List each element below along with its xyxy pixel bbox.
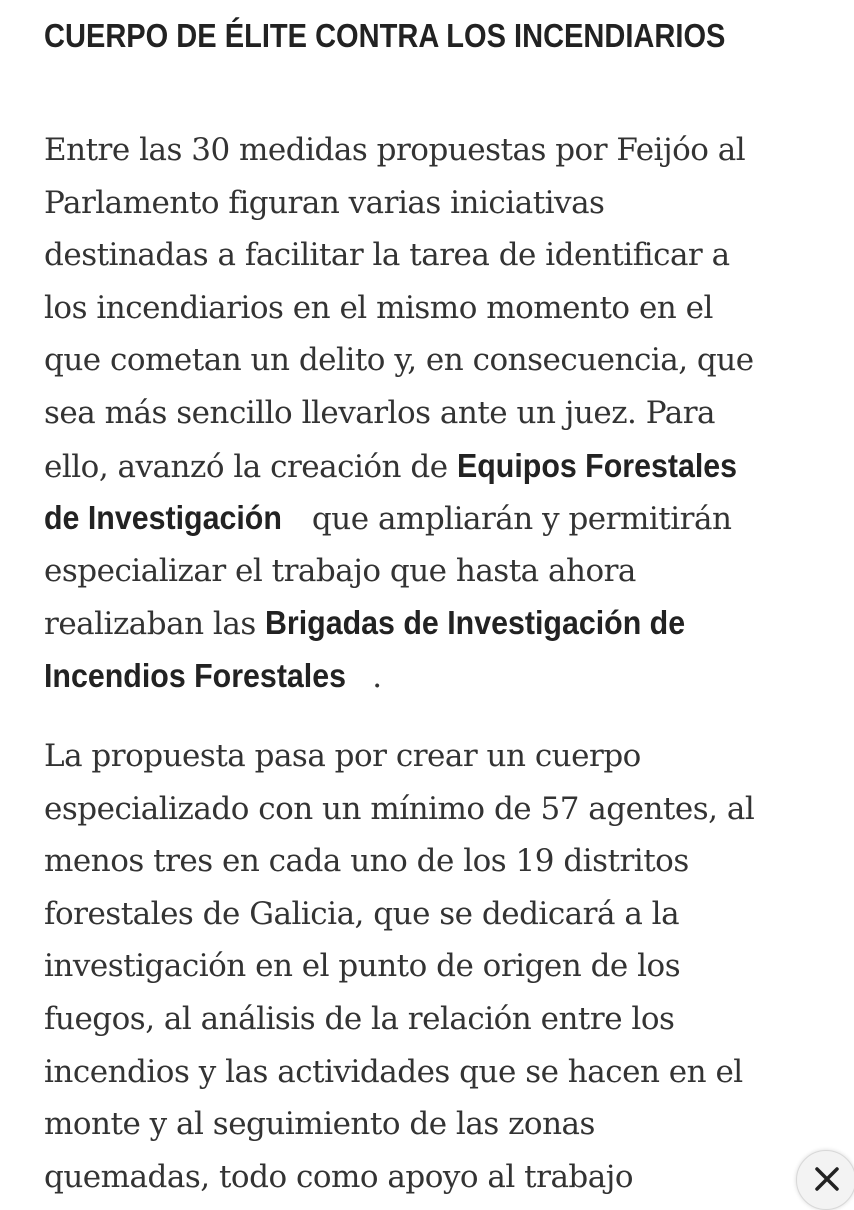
paragraph-line [44,650,761,703]
paragraph-line: los incendiarios en el mismo momento en el [44,289,713,326]
article-paragraph [44,124,761,703]
paragraph-line: quemadas, todo como apoyo al trabajo [44,1158,634,1195]
paragraph-line: destinadas a facilitar la tarea de identificar a [44,237,730,274]
paragraph-line: que cometan un delito y, en consecuencia, que [44,342,754,379]
line-text: ello, avanzó la creación de [44,448,457,485]
paragraph-line: Entre las 30 medidas propuestas por Feijóo al [44,132,746,168]
paragraph-line [44,597,761,650]
bold-text: Incendios Forestales [44,656,347,694]
paragraph-line: especializado con un mínimo de 57 agentes, al [44,790,755,827]
paragraph-line: Parlamento figuran varias iniciativas [44,184,605,221]
bold-text: Brigadas de Investigación de [265,604,686,642]
close-icon [813,1165,841,1193]
paragraph-line: investigación en el punto de origen de los [44,948,681,985]
paragraph-line: forestales de Galicia, que se dedicará a la [44,895,680,932]
paragraph-line: especializar el trabajo que hasta ahora [44,552,636,589]
line-text: . [372,658,382,695]
line-text: que ampliarán y permitirán [302,501,732,538]
paragraph-line [44,440,761,493]
paragraph-line: monte y al seguimiento de las zonas [44,1106,595,1143]
paragraph-line: fuegos, al análisis de la relación entre los [44,1000,675,1037]
paragraph-line: menos tres en cada uno de los 19 distritos [44,843,689,880]
article-paragraph [44,730,754,1203]
bold-text: de Investigación [44,499,282,537]
article-subheading: CUERPO DE ÉLITE CONTRA LOS INCENDIARIOS [44,17,726,54]
paragraph-line: incendios y las actividades que se hacen en el [44,1053,743,1090]
paragraph-line: La propuesta pasa por crear un cuerpo [44,738,641,774]
paragraph-line: sea más sencillo llevarlos ante un juez. Para [44,394,716,431]
bold-text: Equipos Forestales [456,446,737,484]
paragraph-line [44,492,761,545]
line-text: realizaban las [44,606,266,643]
close-button[interactable] [796,1150,854,1210]
